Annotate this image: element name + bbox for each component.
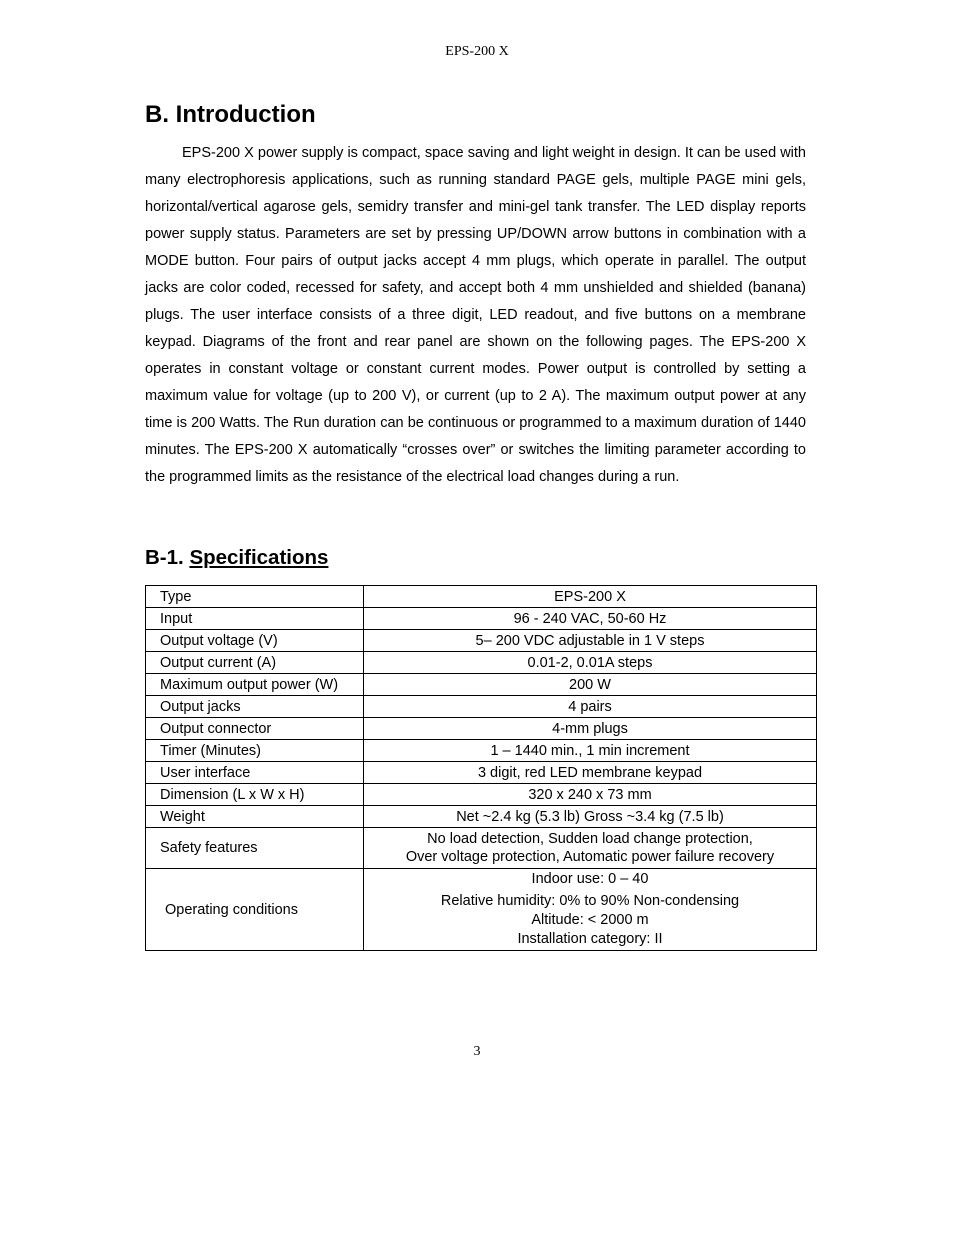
operating-line: Altitude: < 2000 m	[531, 912, 649, 928]
spec-value: 5– 200 VDC adjustable in 1 V steps	[364, 630, 817, 652]
spec-value: 4 pairs	[364, 696, 817, 718]
spec-value: 320 x 240 x 73 mm	[364, 784, 817, 806]
table-row	[146, 762, 817, 784]
safety-line: Over voltage protection, Automatic power failure recovery	[405, 849, 775, 865]
page-number: 3	[473, 1044, 481, 1059]
specifications-table	[145, 585, 817, 951]
spec-key: Timer (Minutes)	[146, 740, 364, 762]
table-row	[146, 674, 817, 696]
spec-key: Maximum output power (W)	[146, 674, 364, 696]
spec-value: Net ~2.4 kg (5.3 lb) Gross ~3.4 kg (7.5 lb)	[364, 806, 817, 828]
spec-value: 4-mm plugs	[364, 718, 817, 740]
spec-key: Safety features	[146, 828, 364, 869]
spec-value: 1 – 1440 min., 1 min increment	[364, 740, 817, 762]
table-row	[146, 696, 817, 718]
spec-key: Output voltage (V)	[146, 630, 364, 652]
page-header: EPS-200 X	[445, 44, 509, 59]
introduction-heading: B. Introduction	[145, 101, 316, 128]
spec-value: 200 W	[364, 674, 817, 696]
spec-value	[364, 828, 817, 869]
table-row	[146, 652, 817, 674]
operating-line: Installation category: II	[517, 931, 663, 947]
table-row	[146, 784, 817, 806]
table-row	[146, 806, 817, 828]
spec-key: Output connector	[146, 718, 364, 740]
operating-line: Indoor use: 0 – 40	[531, 871, 649, 887]
table-row	[146, 586, 817, 608]
specifications-heading	[145, 546, 328, 570]
spec-value: 3 digit, red LED membrane keypad	[364, 762, 817, 784]
spec-value: 96 - 240 VAC, 50-60 Hz	[364, 608, 817, 630]
introduction-paragraph: EPS-200 X power supply is compact, space saving and light weight in design. It can be used with many electrophoresis applications, such as running standard PAGE gels, multiple PAGE mini gels, horizontal/vertical agarose gels, semidry transfer and mini-gel tank transfer. The LED display reports power supply status. Parameters are set by pressing UP/DOWN arrow buttons in combination with a MODE button. Four pairs of output jacks accept 4 mm plugs, which operate in parallel. The output jacks are color coded, recessed for safety, and accept both 4 mm unshielded and shielded (banana) plugs. The user interface consists of a three digit, LED readout, and five buttons on a membrane keypad. Diagrams of the front and rear panel are shown on the following pages. The EPS-200 X operates in constant voltage or constant current modes. Power output is controlled by setting a maximum value for voltage (up to 200 V), or current (up to 2 A). The maximum output power at any time is 200 Watts. The Run duration can be continuous or programmed to a maximum duration of 1440 minutes. The EPS-200 X automatically “crosses over” or switches the limiting parameter according to the programmed limits as the resistance of the electrical load changes during a run.	[145, 145, 806, 485]
table-row	[146, 608, 817, 630]
spec-value: EPS-200 X	[364, 586, 817, 608]
spec-key: Output current (A)	[146, 652, 364, 674]
spec-key: Output jacks	[146, 696, 364, 718]
spec-value	[364, 869, 817, 951]
table-row-safety	[146, 828, 817, 869]
safety-line: No load detection, Sudden load change protection,	[427, 831, 753, 847]
table-row-operating	[146, 869, 817, 951]
spec-key: Input	[146, 608, 364, 630]
operating-line: Relative humidity: 0% to 90% Non-condensing	[440, 893, 740, 909]
spec-value: 0.01-2, 0.01A steps	[364, 652, 817, 674]
spec-key: Operating conditions	[146, 869, 364, 951]
spec-key: User interface	[146, 762, 364, 784]
spec-key: Weight	[146, 806, 364, 828]
specifications-heading-title: Specifications	[189, 546, 329, 569]
table-row	[146, 718, 817, 740]
table-row	[146, 630, 817, 652]
specifications-heading-prefix: B-1.	[145, 546, 184, 569]
spec-key: Type	[146, 586, 364, 608]
table-row	[146, 740, 817, 762]
spec-key: Dimension (L x W x H)	[146, 784, 364, 806]
